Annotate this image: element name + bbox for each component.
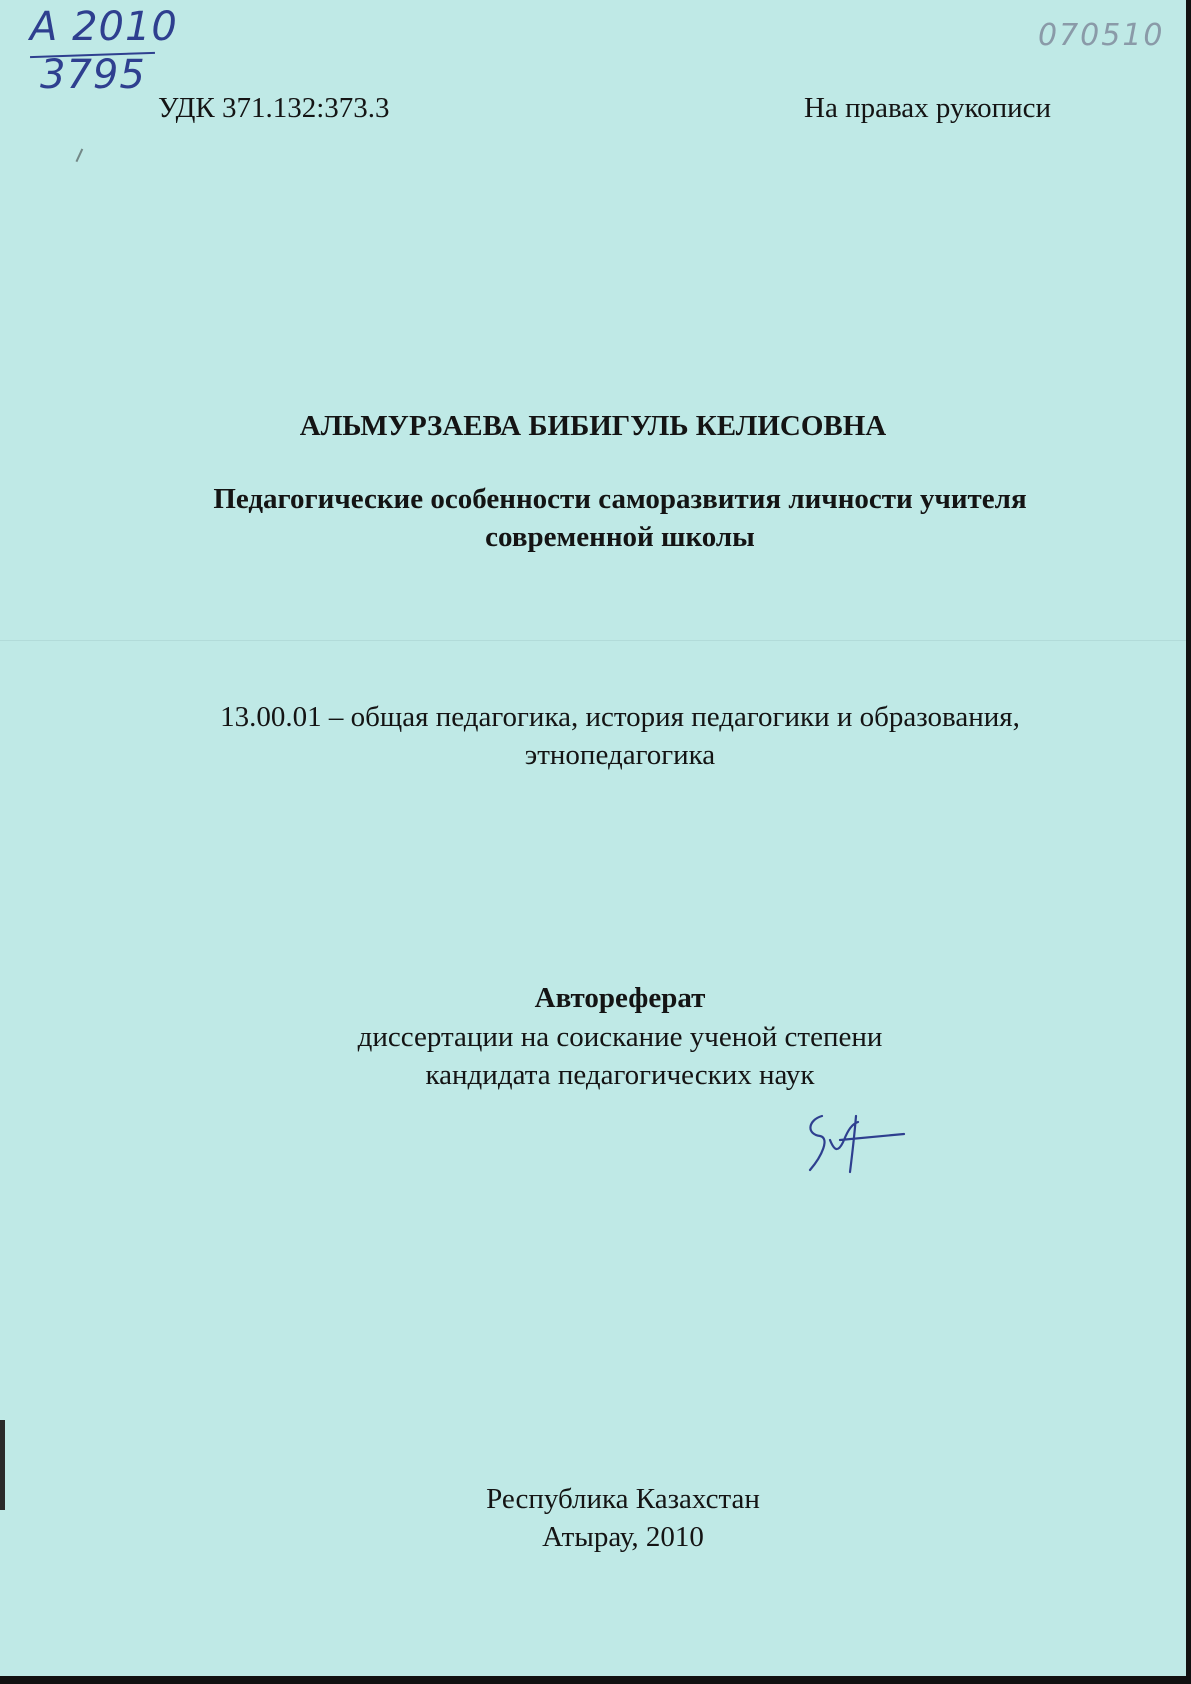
abstract-heading: Автореферат: [534, 982, 706, 1014]
degree-description: [0, 1018, 1186, 1094]
degree-line1: диссертации на соискание ученой степени: [357, 1021, 883, 1053]
thesis-title-line1: Педагогические особенности саморазвития личности учителя: [213, 483, 1027, 515]
thesis-title: [80, 480, 1160, 556]
city-year: Атырау, 2010: [542, 1521, 704, 1553]
country: Республика Казахстан: [486, 1483, 760, 1515]
stamp-number: 070510: [1038, 18, 1165, 53]
specialty-line1: 13.00.01 – общая педагогика, история педагогики и образования,: [220, 701, 1020, 733]
specialty-code: [80, 698, 1160, 774]
inventory-number-line2: 3795: [40, 52, 146, 98]
scan-edge-right: [1186, 0, 1191, 1684]
thesis-title-line2: современной школы: [485, 521, 755, 553]
inventory-number-line1: А 2010: [30, 4, 178, 50]
udc-code: УДК 371.132:373.3: [158, 92, 390, 124]
publication-place: [0, 1480, 1186, 1556]
pencil-mark: [76, 149, 91, 166]
signature-icon: [800, 1110, 910, 1180]
degree-line2: кандидата педагогических наук: [425, 1059, 815, 1091]
author-name: АЛЬМУРЗАЕВА БИБИГУЛЬ КЕЛИСОВНА: [299, 410, 887, 442]
manuscript-rights: На правах рукописи: [804, 92, 1052, 124]
specialty-line2: этнопедагогика: [524, 739, 716, 771]
scan-edge-bottom: [0, 1676, 1191, 1684]
paper-fold: [0, 640, 1186, 641]
